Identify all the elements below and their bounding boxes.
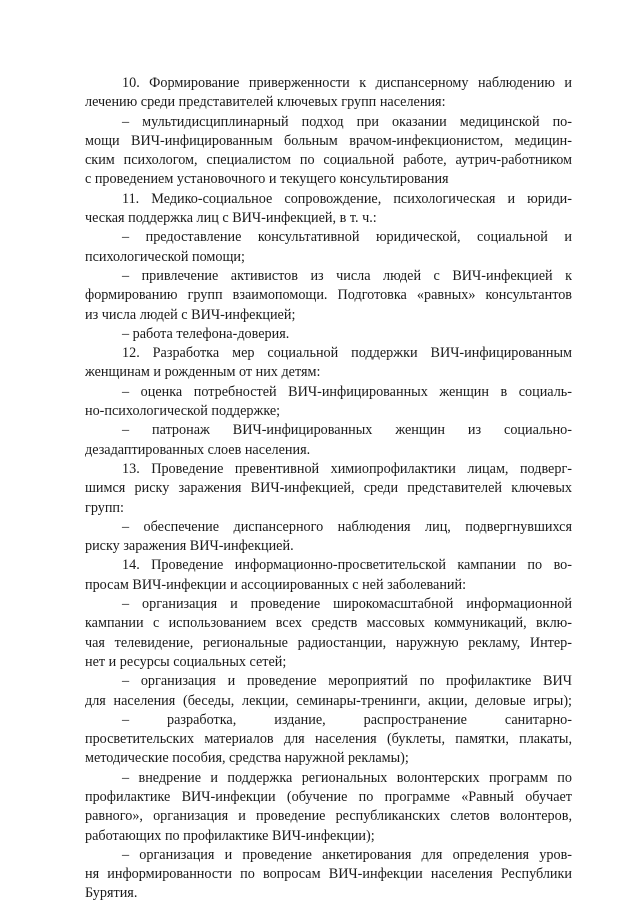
- text-line: кампании с использованием всех средств массовых коммуникаций, вклю-: [85, 615, 572, 632]
- text-line: риску заражения ВИЧ-инфекцией.: [85, 538, 294, 555]
- text-line: 10. Формирование приверженности к диспансерному наблюдению и: [122, 75, 572, 91]
- text-line: женщинам и рожденным от них детям:: [85, 364, 321, 381]
- text-line: – патронаж ВИЧ-инфицированных женщин из социально-: [122, 422, 572, 439]
- text-line: ческая поддержка лиц с ВИЧ-инфекцией, в т. ч.:: [85, 210, 377, 227]
- text-line: – обеспечение диспансерного наблюдения лиц, подвергнувшихся: [122, 518, 572, 535]
- text-line: – предоставление консультативной юридической, социальной и: [122, 229, 572, 246]
- text-line: ня информированности по вопросам ВИЧ-инфекции населения Республики: [85, 866, 572, 883]
- text-line: формированию групп взаимопомощи. Подготовка «равных» консультантов: [85, 287, 572, 304]
- text-line: 12. Разработка мер социальной поддержки ВИЧ-инфицированным: [122, 345, 572, 362]
- text-line: просам ВИЧ-инфекции и ассоциированных с ней заболеваний:: [85, 576, 467, 593]
- text-line: 14. Проведение информационно-просветительской кампании по во-: [122, 557, 572, 574]
- text-line: шимся риску заражения ВИЧ-инфекцией, среди представителей ключевых: [85, 480, 572, 497]
- text-line: – мультидисциплинарный подход при оказании медицинской по-: [122, 113, 572, 130]
- text-line: 13. Проведение превентивной химиопрофилактики лицам, подверг-: [122, 460, 572, 477]
- document-page: [85, 74, 572, 904]
- text-line: – организация и проведение мероприятий по профилактике ВИЧ: [122, 673, 572, 690]
- text-line: профилактике ВИЧ-инфекции (обучение по программе «Равный обучает: [85, 788, 572, 805]
- text-line: ским психологом, специалистом по социальной работе, аутрич-работником: [85, 152, 572, 169]
- text-line: – внедрение и поддержка региональных волонтерских программ по: [122, 769, 572, 786]
- text-line: психологической помощи;: [85, 248, 245, 265]
- text-line: с проведением установочного и текущего консультирования: [85, 171, 449, 188]
- text-line: Бурятия.: [85, 885, 138, 902]
- text-line: лечению среди представителей ключевых групп населения:: [85, 94, 446, 111]
- text-line: мощи ВИЧ-инфицированным больным врачом-инфекционистом, медицин-: [85, 132, 572, 149]
- text-line: – организация и проведение широкомасштабной информационной: [122, 596, 572, 613]
- text-line: – работа телефона-доверия.: [122, 325, 290, 342]
- text-line: но-психологической поддержке;: [85, 403, 281, 420]
- text-line: равного», организация и проведение республиканских слетов волонтеров,: [85, 808, 572, 825]
- text-line: 11. Медико-социальное сопровождение, психологическая и юриди-: [122, 190, 572, 207]
- text-line: просветительских материалов для населения (буклеты, памятки, плакаты,: [85, 731, 572, 748]
- text-line: нет и ресурсы социальных сетей;: [85, 653, 287, 670]
- text-line: дезадаптированных слоев населения.: [85, 441, 311, 458]
- text-line: методические пособия, средства наружной рекламы);: [85, 750, 409, 767]
- text-line: – разработка, издание, распространение санитарно-: [122, 711, 572, 728]
- text-line: из числа людей с ВИЧ-инфекцией;: [85, 306, 296, 323]
- text-line: для населения (беседы, лекции, семинары-тренинги, акции, деловые игры);: [85, 692, 572, 709]
- text-line: – привлечение активистов из числа людей с ВИЧ-инфекцией к: [122, 267, 572, 284]
- text-line: – оценка потребностей ВИЧ-инфицированных женщин в социаль-: [122, 383, 572, 400]
- text-line: – организация и проведение анкетирования для определения уров-: [122, 846, 572, 863]
- text-line: групп:: [85, 499, 124, 516]
- text-line: работающих по профилактике ВИЧ-инфекции);: [85, 827, 375, 844]
- text-line: чая телевидение, региональные радиостанции, наружную рекламу, Интер-: [85, 634, 572, 651]
